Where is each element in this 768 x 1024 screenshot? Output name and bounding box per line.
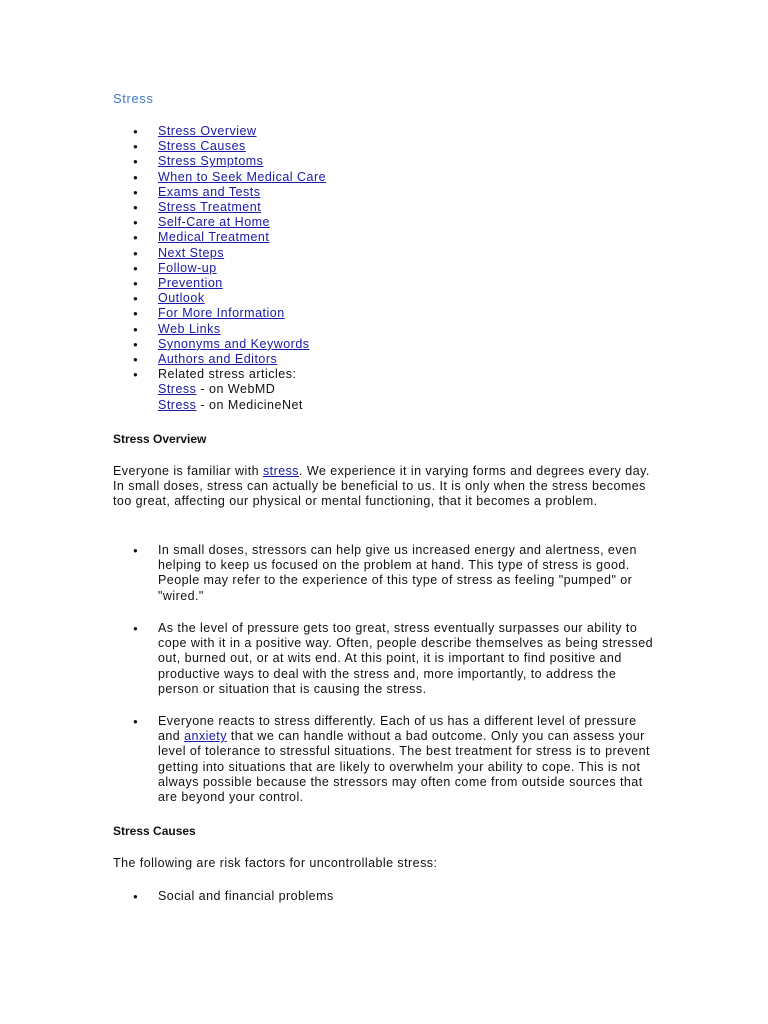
toc-item [113, 322, 326, 337]
related-medicinenet-suffix: - on MedicineNet [196, 397, 303, 412]
toc-link-stress-treatment[interactable]: Stress Treatment [158, 200, 262, 215]
overview-bullet-3 [113, 714, 661, 805]
related-link-webmd[interactable]: Stress [158, 382, 197, 397]
toc-item [113, 154, 326, 169]
toc-item-related [113, 367, 326, 413]
toc-item [113, 230, 326, 245]
bullet-dot: ● [133, 624, 139, 633]
overview-bullet-2 [113, 621, 661, 697]
related-link-medicinenet[interactable]: Stress [158, 397, 197, 412]
toc-link-authors-editors[interactable]: Authors and Editors [158, 352, 278, 367]
causes-bullet-1-text: Social and financial problems [158, 889, 334, 903]
causes-intro-paragraph: The following are risk factors for uncontrollable stress: [113, 856, 438, 870]
bullet-dot: ● [133, 892, 139, 901]
anxiety-link[interactable]: anxiety [184, 729, 227, 744]
toc-link-when-to-seek-care[interactable]: When to Seek Medical Care [158, 169, 327, 184]
overview-bullet-3-text-before: Everyone reacts to stress differently. Each of us has a different level of pressure and [158, 714, 637, 744]
toc-item [113, 337, 326, 352]
causes-bullet-1 [113, 889, 661, 904]
toc-link-more-information[interactable]: For More Information [158, 306, 285, 321]
overview-bullet-3-text-after: that we can handle without a bad outcome. Only you can assess your level of tolerance to stressful situations. The best treatment for stress is to prevent getting into situations that are likely to overwhelm your ability to cope. This is not always possible because the stressors may often come from outside sources that are beyond your control. [158, 729, 650, 805]
toc-link-self-care[interactable]: Self-Care at Home [158, 215, 271, 230]
toc-link-synonyms-keywords[interactable]: Synonyms and Keywords [158, 336, 310, 351]
toc-link-stress-overview[interactable]: Stress Overview [158, 124, 257, 138]
toc-link-prevention[interactable]: Prevention [158, 276, 223, 291]
toc-link-next-steps[interactable]: Next Steps [158, 245, 225, 260]
overview-intro-text-before: Everyone is familiar with [113, 464, 263, 478]
toc-item [113, 215, 326, 230]
stress-overview-heading: Stress Overview [113, 432, 207, 446]
toc-item [113, 170, 326, 185]
related-webmd-suffix: - on WebMD [196, 382, 276, 397]
toc-item [113, 352, 326, 367]
toc-link-outlook[interactable]: Outlook [158, 291, 205, 306]
toc-link-stress-symptoms[interactable]: Stress Symptoms [158, 154, 264, 169]
overview-bullet-1 [113, 543, 661, 604]
toc-item [113, 200, 326, 215]
related-articles-label: Related stress articles: [158, 367, 297, 382]
bullet-dot: ● [133, 546, 139, 555]
toc-item [113, 306, 326, 321]
toc-link-follow-up[interactable]: Follow-up [158, 260, 217, 275]
toc-link-stress-causes[interactable]: Stress Causes [158, 139, 246, 154]
page-title: Stress [113, 91, 154, 106]
overview-intro-paragraph [113, 464, 661, 510]
stress-link[interactable]: stress [262, 464, 299, 478]
toc-item [113, 261, 326, 276]
toc-item [113, 246, 326, 261]
toc-link-medical-treatment[interactable]: Medical Treatment [158, 230, 270, 245]
overview-bullet-1-text: In small doses, stressors can help give us increased energy and alertness, even helping to keep us focused on the problem at hand. This type of stress is good. People may refer to the experience of this type of stress as feeling "pumped" or "wired." [158, 543, 637, 603]
stress-causes-heading: Stress Causes [113, 824, 196, 838]
toc-item [113, 124, 326, 139]
overview-bullet-2-text: As the level of pressure gets too great, stress eventually surpasses our ability to cope with it in a positive way. Often, people describe themselves as being stressed out, burned out, or at wits end. At this point, it is important to find positive and productive ways to deal with the stress and, more importantly, to address the person or situation that is causing the stress. [158, 621, 653, 696]
toc-item [113, 291, 326, 306]
toc-link-exams-and-tests[interactable]: Exams and Tests [158, 184, 261, 199]
toc-item [113, 276, 326, 291]
toc-item [113, 185, 326, 200]
toc-link-web-links[interactable]: Web Links [158, 321, 221, 336]
bullet-dot: ● [133, 717, 139, 726]
toc-item [113, 139, 326, 154]
overview-intro-text-after: . We experience it in varying forms and degrees every day. In small doses, stress can actually be beneficial to us. It is only when the stress becomes too great, affecting our physical or mental functioning, that it becomes a problem. [113, 464, 650, 509]
table-of-contents [113, 124, 326, 413]
